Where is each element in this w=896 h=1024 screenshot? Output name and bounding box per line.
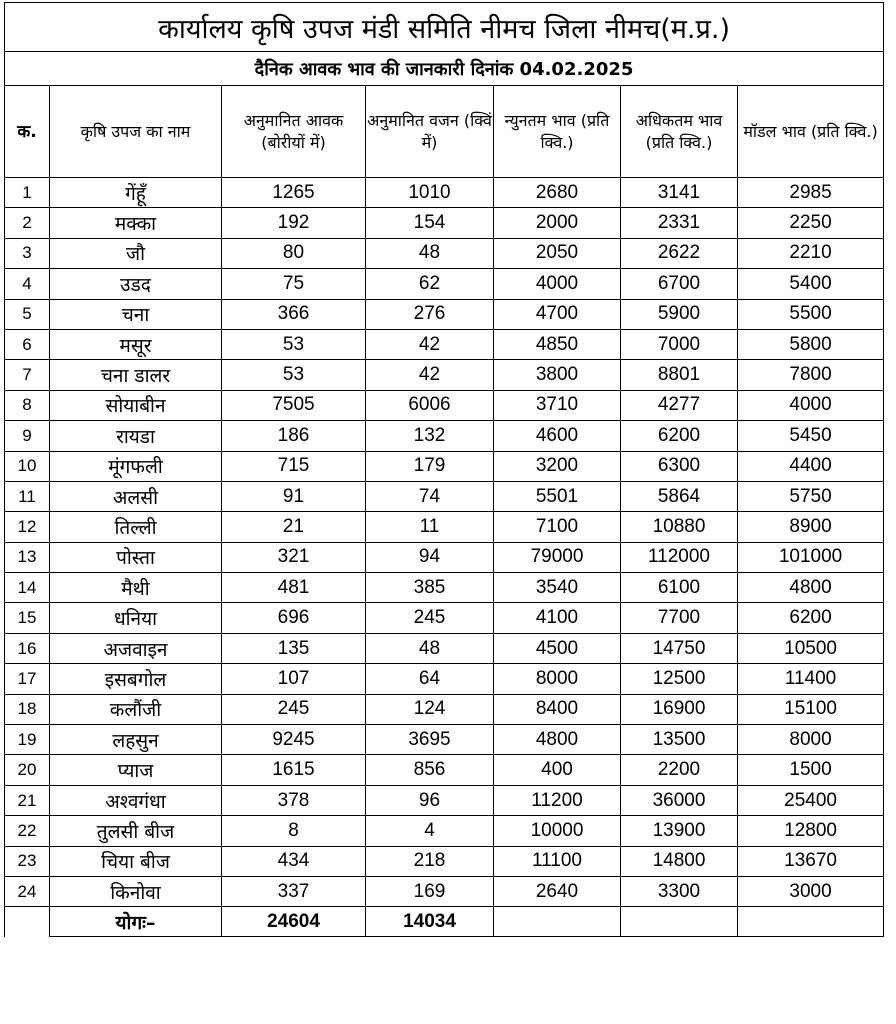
serial-cell: 22 [5,816,50,846]
min-price-cell: 4800 [494,725,621,755]
crop-name-cell: अजवाइन [50,633,222,663]
table-row [5,694,884,724]
crop-name-cell: मूंगफली [50,451,222,481]
max-price-cell: 13900 [621,816,738,846]
arrival-bags-cell: 135 [222,633,366,663]
header-row [5,86,884,178]
max-price-cell: 12500 [621,664,738,694]
weight-quintal-cell: 74 [366,481,494,511]
crop-name-cell: तिल्ली [50,512,222,542]
total-blank-serial [5,907,50,937]
arrival-bags-cell: 53 [222,329,366,359]
min-price-cell: 2050 [494,238,621,268]
min-price-cell: 11200 [494,785,621,815]
serial-cell: 21 [5,785,50,815]
max-price-cell: 14750 [621,633,738,663]
modal-price-cell: 5450 [738,421,884,451]
table-row [5,876,884,906]
arrival-bags-cell: 80 [222,238,366,268]
crop-name-cell: चना [50,299,222,329]
serial-cell: 13 [5,542,50,572]
weight-quintal-cell: 132 [366,421,494,451]
table-row [5,360,884,390]
arrival-bags-cell: 434 [222,846,366,876]
header-estimated-weight: अनुमानित वजन (क्विं में) [366,86,494,178]
table-row [5,633,884,663]
serial-cell: 7 [5,360,50,390]
max-price-cell: 6100 [621,573,738,603]
modal-price-cell: 8900 [738,512,884,542]
modal-price-cell: 4800 [738,573,884,603]
serial-cell: 6 [5,329,50,359]
arrival-bags-cell: 9245 [222,725,366,755]
max-price-cell: 7000 [621,329,738,359]
weight-quintal-cell: 48 [366,633,494,663]
table-row [5,512,884,542]
crop-name-cell: मसूर [50,329,222,359]
arrival-bags-cell: 696 [222,603,366,633]
crop-name-cell: चिया बीज [50,846,222,876]
modal-price-cell: 1500 [738,755,884,785]
crop-name-cell: तुलसी बीज [50,816,222,846]
total-weight: 14034 [366,907,494,937]
arrival-bags-cell: 192 [222,208,366,238]
weight-quintal-cell: 4 [366,816,494,846]
weight-quintal-cell: 245 [366,603,494,633]
total-blank-modal [738,907,884,937]
arrival-bags-cell: 91 [222,481,366,511]
header-min-price: न्युनतम भाव (प्रति क्वि.) [494,86,621,178]
max-price-cell: 13500 [621,725,738,755]
weight-quintal-cell: 42 [366,329,494,359]
crop-name-cell: कलौंजी [50,694,222,724]
weight-quintal-cell: 64 [366,664,494,694]
weight-quintal-cell: 179 [366,451,494,481]
min-price-cell: 79000 [494,542,621,572]
report-subtitle: दैनिक आवक भाव की जानकारी दिनांक 04.02.2025 [5,52,884,86]
crop-name-cell: लहसुन [50,725,222,755]
crop-name-cell: प्याज [50,755,222,785]
modal-price-cell: 8000 [738,725,884,755]
price-table [4,2,884,937]
max-price-cell: 14800 [621,846,738,876]
crop-name-cell: मक्का [50,208,222,238]
modal-price-cell: 15100 [738,694,884,724]
table-row [5,269,884,299]
table-row [5,785,884,815]
table-row [5,329,884,359]
serial-cell: 23 [5,846,50,876]
min-price-cell: 3200 [494,451,621,481]
modal-price-cell: 5500 [738,299,884,329]
max-price-cell: 6200 [621,421,738,451]
table-row [5,816,884,846]
table-row [5,451,884,481]
header-modal-price: मॉडल भाव (प्रति क्वि.) [738,86,884,178]
total-blank-min [494,907,621,937]
max-price-cell: 112000 [621,542,738,572]
modal-price-cell: 2250 [738,208,884,238]
weight-quintal-cell: 1010 [366,178,494,208]
max-price-cell: 6300 [621,451,738,481]
weight-quintal-cell: 276 [366,299,494,329]
min-price-cell: 3710 [494,390,621,420]
arrival-bags-cell: 21 [222,512,366,542]
crop-name-cell: गेंहूँ [50,178,222,208]
min-price-cell: 4100 [494,603,621,633]
min-price-cell: 8000 [494,664,621,694]
weight-quintal-cell: 62 [366,269,494,299]
weight-quintal-cell: 6006 [366,390,494,420]
arrival-bags-cell: 1265 [222,178,366,208]
serial-cell: 5 [5,299,50,329]
table-row [5,846,884,876]
header-estimated-arrival: अनुमानित आवक (बोरीयों में) [222,86,366,178]
max-price-cell: 8801 [621,360,738,390]
crop-name-cell: उडद [50,269,222,299]
min-price-cell: 5501 [494,481,621,511]
arrival-bags-cell: 245 [222,694,366,724]
min-price-cell: 4700 [494,299,621,329]
modal-price-cell: 11400 [738,664,884,694]
serial-cell: 1 [5,178,50,208]
header-max-price: अधिकतम भाव (प्रति क्वि.) [621,86,738,178]
serial-cell: 4 [5,269,50,299]
modal-price-cell: 12800 [738,816,884,846]
modal-price-cell: 4400 [738,451,884,481]
arrival-bags-cell: 337 [222,876,366,906]
min-price-cell: 3540 [494,573,621,603]
crop-name-cell: चना डालर [50,360,222,390]
modal-price-cell: 101000 [738,542,884,572]
serial-cell: 15 [5,603,50,633]
crop-name-cell: जौ [50,238,222,268]
table-row [5,390,884,420]
max-price-cell: 2331 [621,208,738,238]
serial-cell: 18 [5,694,50,724]
table-row [5,573,884,603]
modal-price-cell: 5750 [738,481,884,511]
arrival-bags-cell: 481 [222,573,366,603]
weight-quintal-cell: 11 [366,512,494,542]
crop-name-cell: सोयाबीन [50,390,222,420]
modal-price-cell: 6200 [738,603,884,633]
serial-cell: 19 [5,725,50,755]
total-blank-max [621,907,738,937]
weight-quintal-cell: 42 [366,360,494,390]
min-price-cell: 2680 [494,178,621,208]
min-price-cell: 4500 [494,633,621,663]
min-price-cell: 4600 [494,421,621,451]
total-label: योगः– [50,907,222,937]
weight-quintal-cell: 218 [366,846,494,876]
min-price-cell: 11100 [494,846,621,876]
modal-price-cell: 2985 [738,178,884,208]
min-price-cell: 400 [494,755,621,785]
crop-name-cell: किनोवा [50,876,222,906]
min-price-cell: 10000 [494,816,621,846]
min-price-cell: 7100 [494,512,621,542]
weight-quintal-cell: 856 [366,755,494,785]
max-price-cell: 2622 [621,238,738,268]
max-price-cell: 36000 [621,785,738,815]
serial-cell: 14 [5,573,50,603]
arrival-bags-cell: 75 [222,269,366,299]
max-price-cell: 2200 [621,755,738,785]
table-row [5,299,884,329]
min-price-cell: 4000 [494,269,621,299]
max-price-cell: 4277 [621,390,738,420]
serial-cell: 10 [5,451,50,481]
weight-quintal-cell: 94 [366,542,494,572]
modal-price-cell: 13670 [738,846,884,876]
table-row [5,208,884,238]
min-price-cell: 2640 [494,876,621,906]
crop-name-cell: रायडा [50,421,222,451]
table-row [5,664,884,694]
modal-price-cell: 25400 [738,785,884,815]
header-serial: क. [5,86,50,178]
table-row [5,178,884,208]
table-row [5,725,884,755]
serial-cell: 9 [5,421,50,451]
min-price-cell: 4850 [494,329,621,359]
crop-name-cell: इसबगोल [50,664,222,694]
serial-cell: 16 [5,633,50,663]
min-price-cell: 8400 [494,694,621,724]
crop-name-cell: धनिया [50,603,222,633]
arrival-bags-cell: 186 [222,421,366,451]
serial-cell: 8 [5,390,50,420]
serial-cell: 11 [5,481,50,511]
modal-price-cell: 3000 [738,876,884,906]
max-price-cell: 7700 [621,603,738,633]
table-row [5,421,884,451]
arrival-bags-cell: 366 [222,299,366,329]
serial-cell: 20 [5,755,50,785]
arrival-bags-cell: 1615 [222,755,366,785]
arrival-bags-cell: 7505 [222,390,366,420]
arrival-bags-cell: 321 [222,542,366,572]
weight-quintal-cell: 385 [366,573,494,603]
serial-cell: 2 [5,208,50,238]
min-price-cell: 3800 [494,360,621,390]
report-title: कार्यालय कृषि उपज मंडी समिति नीमच जिला नीमच(म.प्र.) [5,3,884,52]
serial-cell: 17 [5,664,50,694]
table-row [5,542,884,572]
min-price-cell: 2000 [494,208,621,238]
weight-quintal-cell: 169 [366,876,494,906]
arrival-bags-cell: 8 [222,816,366,846]
total-row [5,907,884,937]
serial-cell: 3 [5,238,50,268]
serial-cell: 24 [5,876,50,906]
arrival-bags-cell: 715 [222,451,366,481]
max-price-cell: 10880 [621,512,738,542]
table-row [5,481,884,511]
modal-price-cell: 5400 [738,269,884,299]
crop-name-cell: मैथी [50,573,222,603]
arrival-bags-cell: 107 [222,664,366,694]
serial-cell: 12 [5,512,50,542]
max-price-cell: 3141 [621,178,738,208]
weight-quintal-cell: 96 [366,785,494,815]
weight-quintal-cell: 48 [366,238,494,268]
weight-quintal-cell: 124 [366,694,494,724]
table-row [5,238,884,268]
max-price-cell: 6700 [621,269,738,299]
header-crop-name: कृषि उपज का नाम [50,86,222,178]
total-bags: 24604 [222,907,366,937]
modal-price-cell: 5800 [738,329,884,359]
crop-name-cell: अलसी [50,481,222,511]
crop-name-cell: पोस्ता [50,542,222,572]
arrival-bags-cell: 378 [222,785,366,815]
modal-price-cell: 7800 [738,360,884,390]
crop-name-cell: अश्वगंधा [50,785,222,815]
table-row [5,755,884,785]
modal-price-cell: 4000 [738,390,884,420]
weight-quintal-cell: 3695 [366,725,494,755]
weight-quintal-cell: 154 [366,208,494,238]
table-row [5,603,884,633]
arrival-bags-cell: 53 [222,360,366,390]
max-price-cell: 5900 [621,299,738,329]
max-price-cell: 3300 [621,876,738,906]
modal-price-cell: 2210 [738,238,884,268]
max-price-cell: 16900 [621,694,738,724]
max-price-cell: 5864 [621,481,738,511]
modal-price-cell: 10500 [738,633,884,663]
